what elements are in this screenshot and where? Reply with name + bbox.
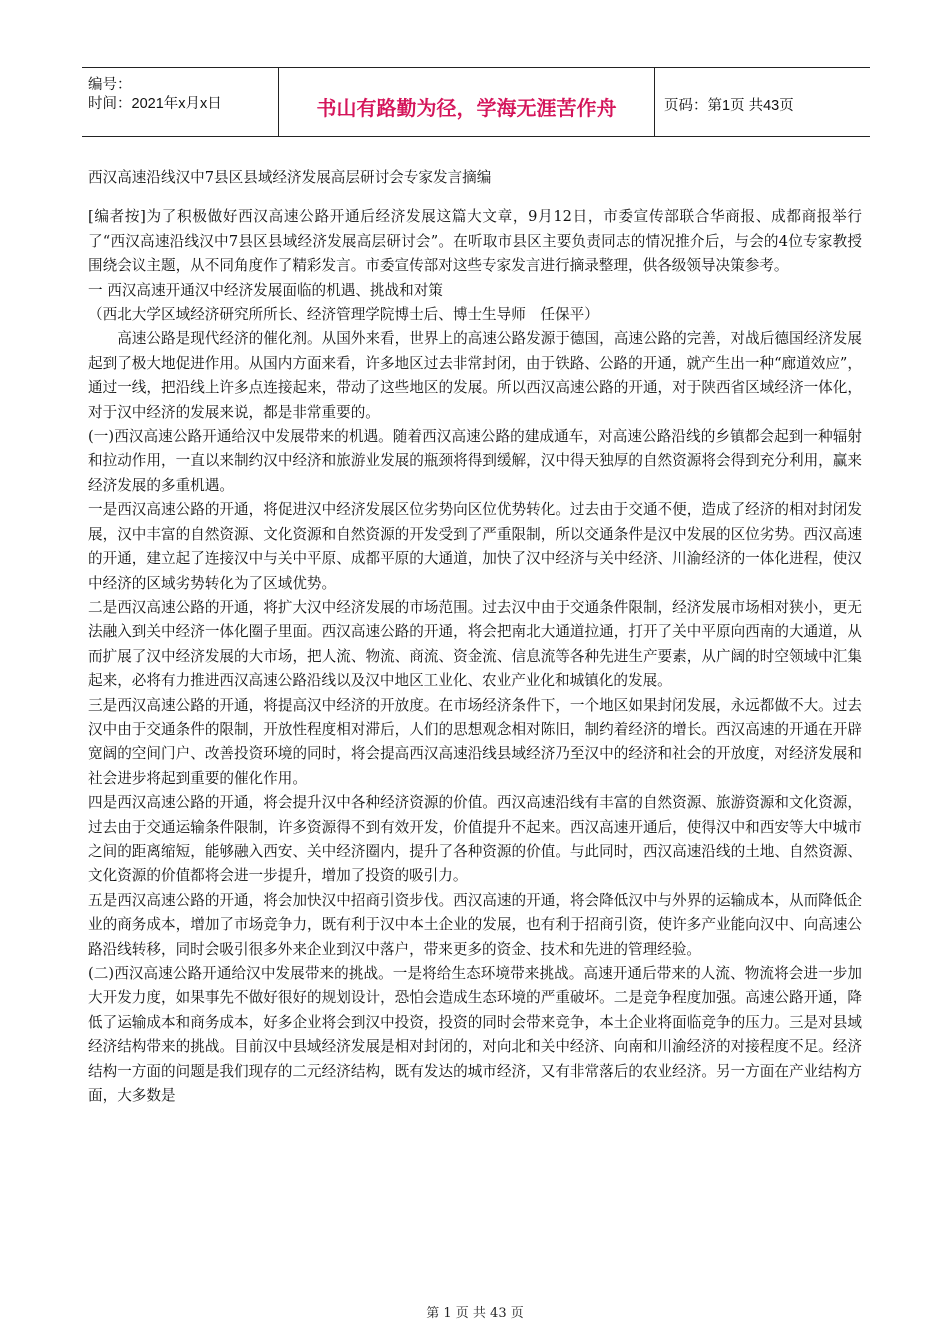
- motto-text: 书山有路勤为径，学海无涯苦作舟: [316, 96, 617, 120]
- body-paragraph: 一是西汉高速公路的开通，将促进汉中经济发展区位劣势向区位优势转化。过去由于交通不便，造成了经济的相对封闭发展，汉中丰富的自然资源、文化资源和自然资源的开发受到了严重限制，所以交通条件是汉中发展的区位劣势。西汉高速的开通，建立起了连接汉中与关中平原、成都平原的大通道，加快了汉中经济与关中经济、川渝经济的一体化进程，使汉中经济的区域劣势转化为了区域优势。: [88, 501, 862, 592]
- body-paragraph: 五是西汉高速公路的开通，将会加快汉中招商引资步伐。西汉高速的开通，将会降低汉中与外界的运输成本，从而降低企业的商务成本，增加了市场竞争力，既有利于汉中本土企业的发展，也有利于招商引资，使许多产业能向汉中、向高速公路沿线转移，同时会吸引很多外来企业到汉中落户，带来更多的资金、技术和先进的管理经验。: [88, 891, 862, 958]
- header-motto-cell: [278, 68, 655, 136]
- body-paragraph: 四是西汉高速公路的开通，将会提升汉中各种经济资源的价值。西汉高速沿线有丰富的自然资源、旅游资源和文化资源，过去由于交通运输条件限制，许多资源得不到有效开发，价值提升不起来。西汉高速开通后，使得汉中和西安等大中城市之间的距离缩短，能够融入西安、关中经济圈内，提升了各种资源的价值。与此同时，西汉高速沿线的土地、自然资源、文化资源的价值都将会进一步提升，增加了投资的吸引力。: [88, 794, 862, 885]
- body-paragraph: 三是西汉高速公路的开通，将提高汉中经济的开放度。在市场经济条件下，一个地区如果封闭发展，永远都做不大。过去汉中由于交通条件的限制，开放性程度相对滞后，人们的思想观念相对陈旧，制约着经济的增长。西汉高速的开通在开辟宽阔的空间门户、改善投资环境的同时，将会提高西汉高速沿线县域经济乃至汉中的经济和社会的开放度，对经济发展和社会进步将起到重要的催化作用。: [88, 696, 862, 787]
- body-paragraph: 高速公路是现代经济的催化剂。从国外来看，世界上的高速公路发源于德国，高速公路的完善，对战后德国经济发展起到了极大地促进作用。从国内方面来看，许多地区过去非常封闭，由于铁路、公路的开通，就产生出一种“廊道效应”，通过一线，把沿线上许多点连接起来，带动了这些地区的发展。所以西汉高速公路的开通，对于陕西省区域经济一体化，对于汉中经济的发展来说，都是非常重要的。: [88, 330, 862, 421]
- document-number-label: 编号：: [88, 77, 132, 93]
- body-paragraph: (一)西汉高速公路开通给汉中发展带来的机遇。随着西汉高速公路的建成通车，对高速公路沿线的乡镇都会起到一种辐射和拉动作用，一直以来制约汉中经济和旅游业发展的瓶颈将得到缓解，汉中得天独厚的自然资源将会得到充分利用，赢来经济发展的多重机遇。: [88, 428, 862, 494]
- document-title: 西汉高速沿线汉中7县区县域经济发展高层研讨会专家发言摘编: [88, 169, 492, 186]
- page-footer: 第 1 页 共 43 页: [426, 1306, 524, 1321]
- page-number-info: 页码：第1页 共43页: [664, 98, 794, 114]
- document-date: 时间：2021年x月x日: [88, 96, 222, 112]
- document-body: [88, 166, 862, 1108]
- section-heading: 一 西汉高速开通汉中经济发展面临的机遇、挑战和对策: [88, 281, 443, 299]
- header-meta-cell: [82, 68, 278, 136]
- editor-note: [编者按]为了积极做好西汉高速公路开通后经济发展这篇大文章，9月12日，市委宣传部联合华商报、成都商报举行了“西汉高速沿线汉中7县区县域经济发展高层研讨会”。在听取市县区主要负责同志的情况推介后，与会的4位专家教授围绕会议主题，从不同角度作了精彩发言。市委宣传部对这些专家发言进行摘录整理，供各级领导决策参考。: [88, 208, 862, 275]
- body-paragraph: 二是西汉高速公路的开通，将扩大汉中经济发展的市场范围。过去汉中由于交通条件限制，经济发展市场相对狭小，更无法融入到关中经济一体化圈子里面。西汉高速公路的开通，将会把南北大通道拉通，打开了关中平原向西南的大通道，从而扩展了汉中经济发展的大市场，把人流、物流、商流、资金流、信息流等各种先进生产要素，从广阔的时空领域中汇集起来，必将有力推进西汉高速公路沿线以及汉中地区工业化、农业产业化和城镇化的发展。: [88, 598, 862, 690]
- body-paragraph: (二)西汉高速公路开通给汉中发展带来的挑战。一是将给生态环境带来挑战。高速开通后带来的人流、物流将会进一步加大开发力度，如果事先不做好很好的规划设计，恐怕会造成生态环境的严重破坏。二是竞争程度加强。高速公路开通，降低了运输成本和商务成本，好多企业将会到汉中投资，投资的同时会带来竞争，本土企业将面临竞争的压力。三是对县域经济结构带来的挑战。目前汉中县域经济发展是相对封闭的，对向北和关中经济、向南和川渝经济的对接程度不足。经济结构一方面的问题是我们现存的二元经济结构，既有发达的城市经济，又有非常落后的农业经济。另一方面在产业结构方面，大多数是: [88, 965, 862, 1105]
- author-line: （西北大学区域经济研究所所长、经济管理学院博士后、博士生导师 任保平）: [88, 306, 599, 324]
- header-page-cell: [654, 68, 870, 136]
- header-table: [82, 67, 870, 137]
